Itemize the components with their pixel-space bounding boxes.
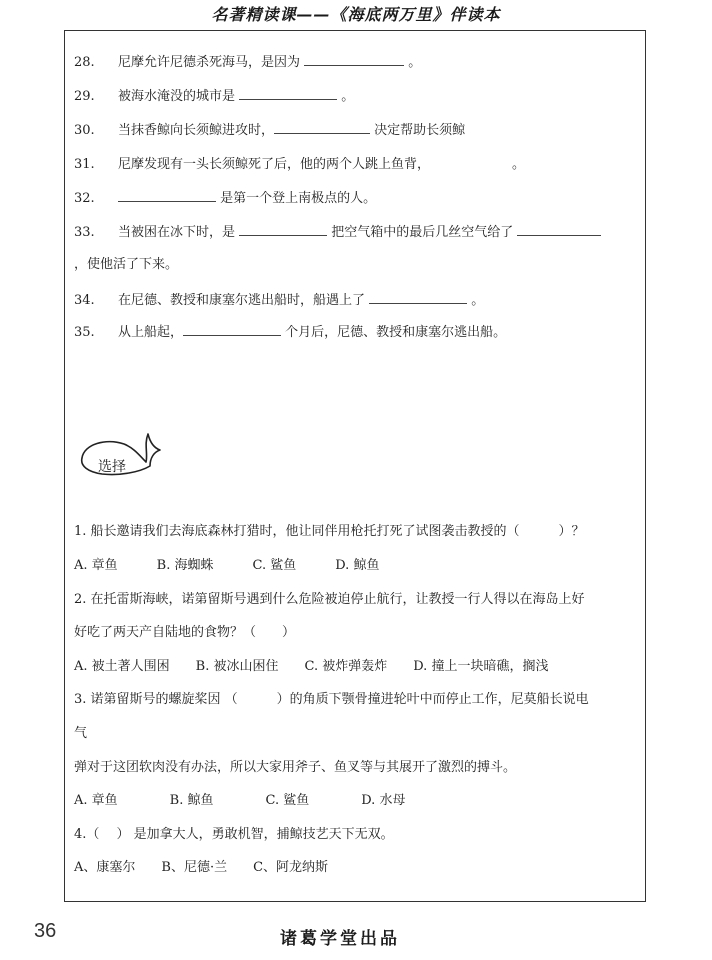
question-text-end: 决定帮助长须鲸 xyxy=(370,123,466,138)
question-29 xyxy=(74,85,354,104)
question-28 xyxy=(74,51,421,70)
question-text: 从上船起， xyxy=(118,325,184,340)
choice-options-3: A. 章鱼 B. 鲸鱼 C. 鲨鱼 D. 水母 xyxy=(74,793,406,808)
question-number: 28. xyxy=(74,55,95,70)
choice-question-3-continued-2: 弹对于这团软肉没有办法，所以大家用斧子、鱼叉等与其展开了激烈的搏斗。 xyxy=(74,760,517,775)
page-header-title: 名著精读课——《海底两万里》伴读本 xyxy=(211,5,501,24)
question-number: 32. xyxy=(74,191,95,206)
choice-question-4: 4.（ ） 是加拿大人，勇敢机智，捕鲸技艺天下无双。 xyxy=(74,827,394,842)
question-33 xyxy=(74,221,601,240)
question-32 xyxy=(74,187,376,206)
question-text-end: 是第一个登上南极点的人。 xyxy=(216,191,377,206)
question-text: 当被困在冰下时，是 xyxy=(118,225,240,240)
question-text: 当抹香鲸向长须鲸进攻时， xyxy=(118,123,275,138)
answer-blank[interactable] xyxy=(118,189,216,202)
choice-options-4: A、康塞尔 B、尼德·兰 C、阿龙纳斯 xyxy=(74,860,329,875)
choice-question-3: 3. 诺第留斯号的螺旋桨因 （ ）的角质下颚骨撞进轮叶中而停止工作，尼莫船长说电 xyxy=(74,692,589,707)
question-35 xyxy=(74,321,506,340)
answer-blank[interactable] xyxy=(239,87,337,100)
question-33-continued xyxy=(74,253,178,272)
question-31 xyxy=(74,153,525,172)
question-text-end: 。 xyxy=(467,293,485,308)
question-number: 33. xyxy=(74,225,95,240)
question-number: 31. xyxy=(74,157,95,172)
question-number: 35. xyxy=(74,325,95,340)
choice-question-1: 1. 船长邀请我们去海底森林打猎时，他让同伴用枪托打死了试图袭击教授的（ ）？ xyxy=(74,524,585,539)
choice-options-2: A. 被土著人围困 B. 被冰山困住 C. 被炸弹轰炸 D. 撞上一块暗礁，搁浅 xyxy=(74,659,549,674)
question-text: ，使他活了下来。 xyxy=(74,257,179,272)
question-text: 尼摩允许尼德杀死海马，是因为 xyxy=(118,55,305,70)
answer-blank-2[interactable] xyxy=(517,223,601,236)
choice-options-1: A. 章鱼 B. 海蜘蛛 C. 鲨鱼 D. 鲸鱼 xyxy=(74,558,380,573)
question-text: 尼摩发现有一头长须鲸死了后，他的两个人跳上鱼背， xyxy=(118,157,431,172)
question-text-mid: 把空气箱中的最后几丝空气给了 xyxy=(327,225,518,240)
question-text: 在尼德、教授和康塞尔逃出船时，船遇上了 xyxy=(118,293,370,308)
question-number: 29. xyxy=(74,89,95,104)
question-text-end: 。 xyxy=(512,157,526,172)
publisher-mark: 诸葛学堂出品 xyxy=(280,929,400,949)
question-number: 30. xyxy=(74,123,95,138)
answer-blank[interactable] xyxy=(274,121,370,134)
question-text-end: 。 xyxy=(404,55,422,70)
question-number: 34. xyxy=(74,293,95,308)
choice-question-2-continued: 好吃了两天产自陆地的食物？（ ） xyxy=(74,625,296,640)
answer-blank[interactable] xyxy=(369,291,467,304)
question-34 xyxy=(74,289,484,308)
choice-question-3-continued: 气 xyxy=(74,726,88,741)
question-text-end: 。 xyxy=(337,89,355,104)
answer-blank[interactable] xyxy=(183,323,281,336)
answer-blank[interactable] xyxy=(239,223,327,236)
question-text-end: 个月后，尼德、教授和康塞尔逃出船。 xyxy=(281,325,507,340)
answer-blank[interactable] xyxy=(304,53,404,66)
section-label: 选择 xyxy=(98,459,126,475)
question-text: 被海水淹没的城市是 xyxy=(118,89,240,104)
page-number: 36 xyxy=(34,920,57,942)
question-30 xyxy=(74,119,465,138)
choice-question-2: 2. 在托雷斯海峡，诺第留斯号遇到什么危险被迫停止航行，让教授一行人得以在海岛上好 xyxy=(74,592,585,607)
